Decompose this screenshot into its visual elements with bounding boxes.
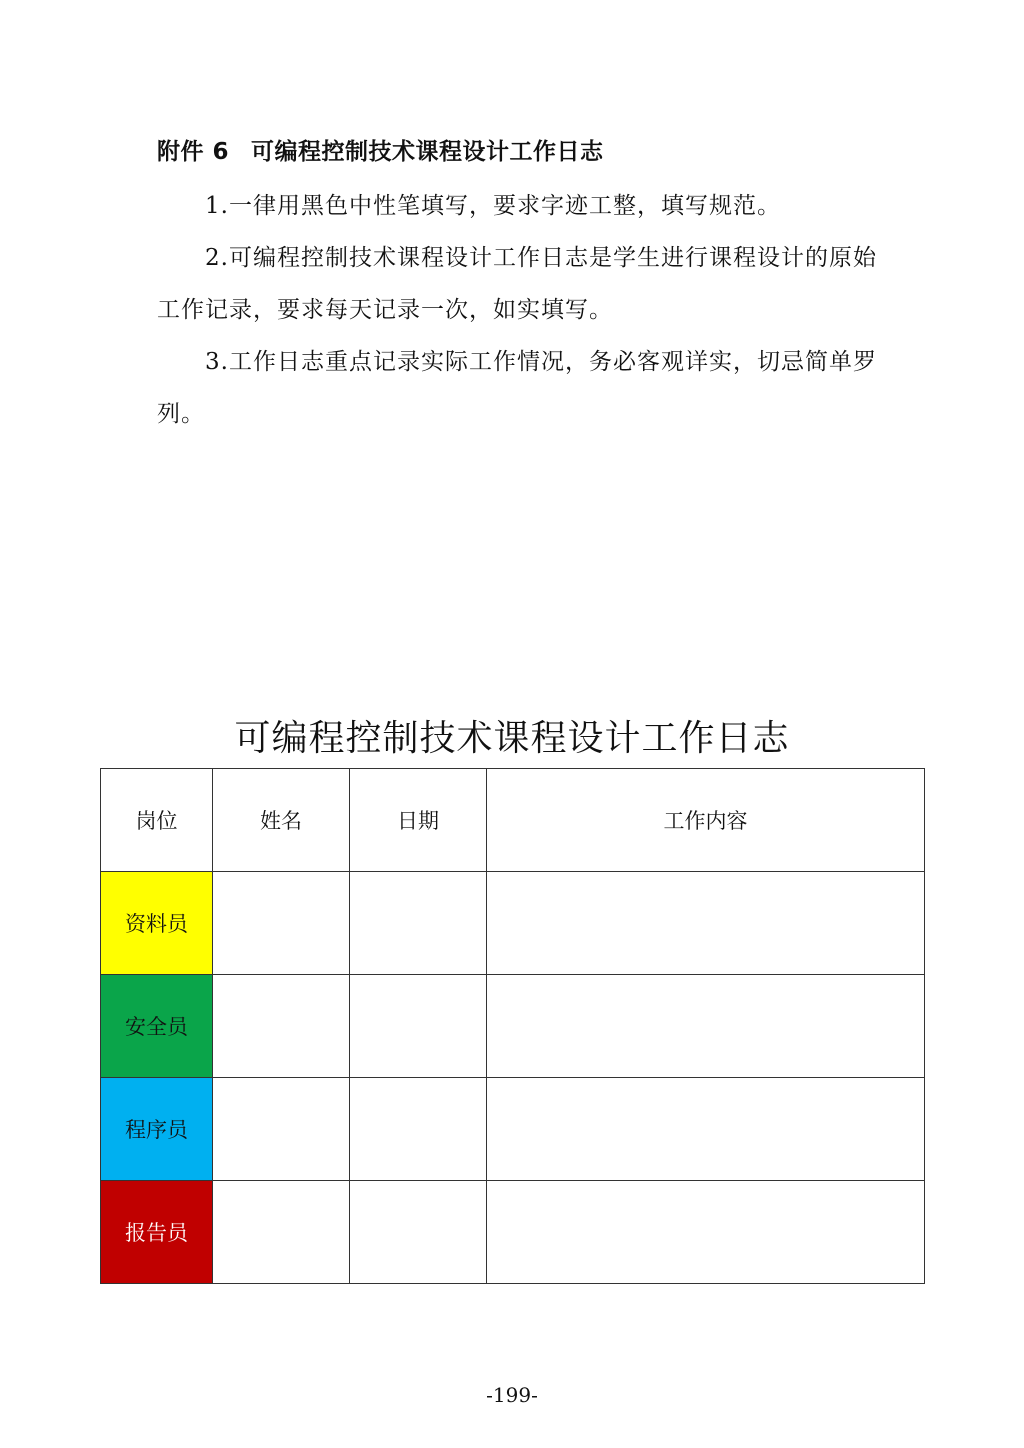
work-content-cell[interactable] <box>487 975 925 1078</box>
work-log-table <box>100 768 925 1284</box>
table-row <box>101 1181 925 1284</box>
role-cell-reporter: 报告员 <box>101 1181 213 1284</box>
table-row <box>101 975 925 1078</box>
attachment-title: 可编程控制技术课程设计工作日志 <box>251 139 604 165</box>
header-role: 岗位 <box>101 769 213 872</box>
name-cell[interactable] <box>213 1181 350 1284</box>
date-cell[interactable] <box>350 872 487 975</box>
table-row <box>101 1078 925 1181</box>
header-name: 姓名 <box>213 769 350 872</box>
role-cell-archivist: 资料员 <box>101 872 213 975</box>
page-number: -199- <box>486 1383 538 1407</box>
table-header-row <box>101 769 925 872</box>
instruction-1: 1.一律用黑色中性笔填写，要求字迹工整，填写规范。 <box>205 193 781 219</box>
work-content-cell[interactable] <box>487 1078 925 1181</box>
work-content-cell[interactable] <box>487 872 925 975</box>
table-title: 可编程控制技术课程设计工作日志 <box>234 718 790 759</box>
name-cell[interactable] <box>213 1078 350 1181</box>
header-date: 日期 <box>350 769 487 872</box>
date-cell[interactable] <box>350 975 487 1078</box>
header-work-content: 工作内容 <box>487 769 925 872</box>
role-cell-programmer: 程序员 <box>101 1078 213 1181</box>
role-cell-safety-officer: 安全员 <box>101 975 213 1078</box>
attachment-label: 附件 6 <box>157 139 230 165</box>
instruction-2: 2.可编程控制技术课程设计工作日志是学生进行课程设计的原始工作记录，要求每天记录一次，如实填写。 <box>157 245 877 323</box>
name-cell[interactable] <box>213 975 350 1078</box>
name-cell[interactable] <box>213 872 350 975</box>
date-cell[interactable] <box>350 1078 487 1181</box>
date-cell[interactable] <box>350 1181 487 1284</box>
work-content-cell[interactable] <box>487 1181 925 1284</box>
attachment-heading <box>157 133 604 166</box>
instruction-3: 3.工作日志重点记录实际工作情况，务必客观详实，切忌简单罗列。 <box>157 349 877 427</box>
table-row <box>101 872 925 975</box>
